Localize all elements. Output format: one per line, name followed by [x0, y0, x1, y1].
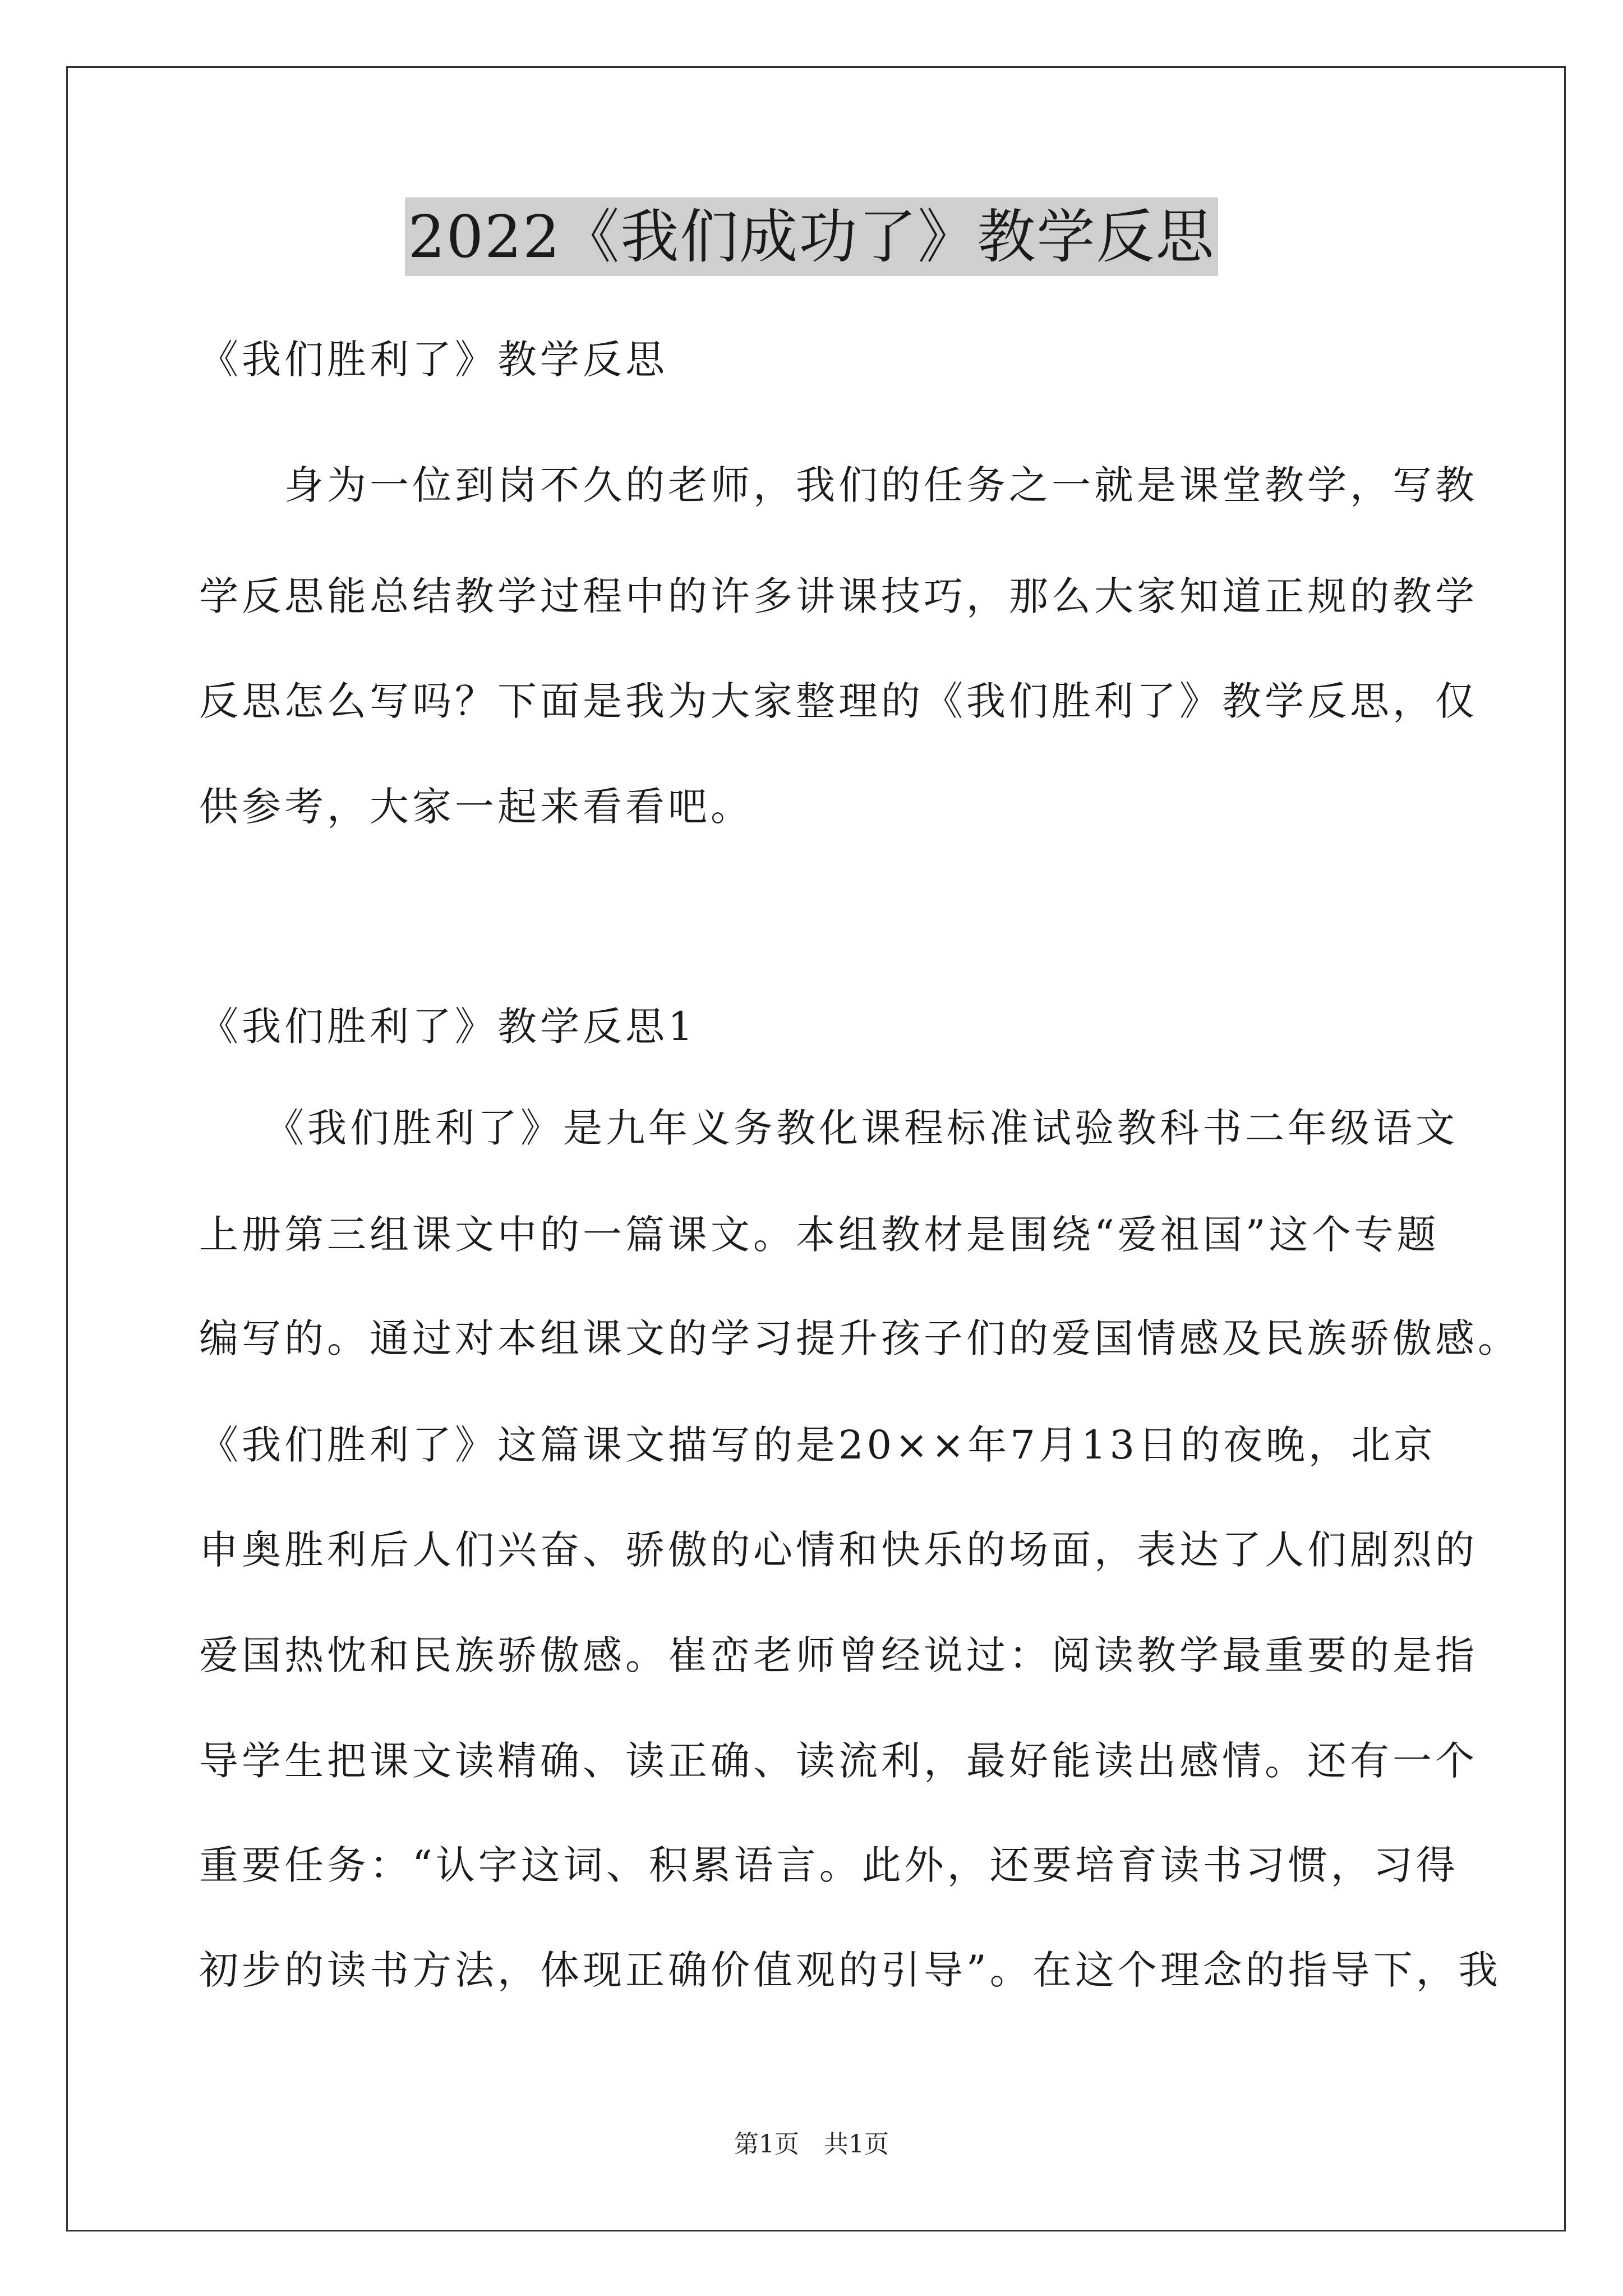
- body-line: 编写的。通过对本组课文的学习提升孩子们的爱国情感及民族骄傲感。: [199, 1315, 1520, 1361]
- body-line: 身为一位到岗不久的老师，我们的任务之一就是课堂教学，写教: [199, 462, 1478, 508]
- body-line: 导学生把课文读精确、读正确、读流利，最好能读出感情。还有一个: [199, 1738, 1478, 1784]
- title-container: [0, 197, 1623, 276]
- body-line: 申奥胜利后人们兴奋、骄傲的心情和快乐的场面，表达了人们剧烈的: [199, 1527, 1478, 1573]
- body-line: 《我们胜利了》这篇课文描写的是20××年7月13日的夜晚，北京: [199, 1422, 1436, 1468]
- body-line: 反思怎么写吗？下面是我为大家整理的《我们胜利了》教学反思，仅: [199, 678, 1478, 724]
- body-line: 学反思能总结教学过程中的许多讲课技巧，那么大家知道正规的教学: [199, 573, 1478, 619]
- body-line: 上册第三组课文中的一篇课文。本组教材是围绕“爱祖国”这个专题: [199, 1212, 1440, 1258]
- body-line: 重要任务：“认字这词、积累语言。此外，还要培育读书习惯，习得: [199, 1842, 1459, 1888]
- body-line: 爱国热忱和民族骄傲感。崔峦老师曾经说过：阅读教学最重要的是指: [199, 1632, 1478, 1678]
- body-line: 初步的读书方法，体现正确价值观的引导”。在这个理念的指导下，我: [199, 1947, 1501, 1993]
- body-line: 供参考，大家一起来看看吧。: [199, 784, 753, 830]
- document-title: 2022《我们成功了》教学反思: [405, 197, 1219, 276]
- page-footer: 第1页 共1页: [734, 2130, 889, 2159]
- section-heading: 《我们胜利了》教学反思1: [199, 1004, 697, 1050]
- subtitle: 《我们胜利了》教学反思: [199, 337, 668, 383]
- body-line: 《我们胜利了》是九年义务教化课程标准试验教科书二年级语文: [199, 1105, 1458, 1151]
